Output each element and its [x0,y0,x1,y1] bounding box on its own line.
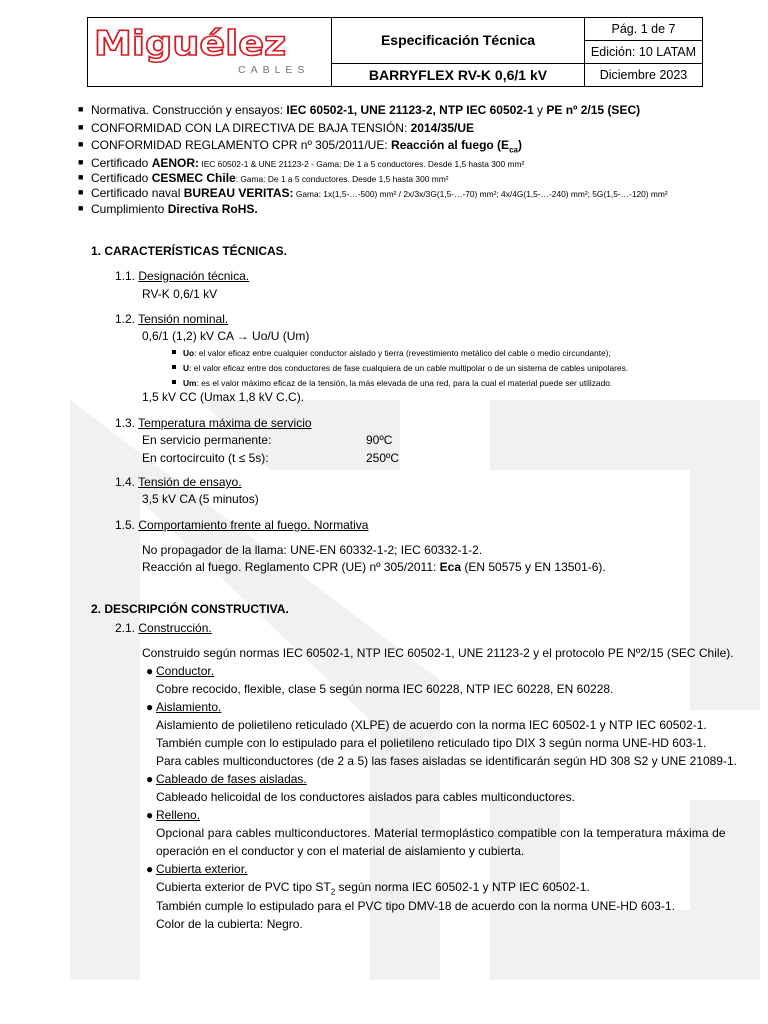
sheath-color: Color de la cubierta: Negro. [156,917,303,931]
dc-voltage: 1,5 kV CC (Umax 1,8 kV C.C). [142,390,305,404]
insulation-text-3: Para cables multiconductores (de 2 a 5) las fases aisladas se identificarán según HD 308 S2 y UNE 21089-1. [156,754,737,768]
filler-text-1: Opcional para cables multiconductores. Material termoplástico compatible con la temperatura máxima de [156,826,726,840]
aenor-certificate-line: Certificado AENOR: IEC 60502-1 & UNE 21123-2 - Gama: De 1 a 5 conductores. Desde 1,5 hasta 300 mm² [91,156,525,170]
subsection-1-3-heading: 1.3. Temperatura máxima de servicio [115,416,312,430]
cpr-conformity-line: CONFORMIDAD REGLAMENTO CPR nº 305/2011/UE: Reacción al fuego $(E_{ca})$ [91,138,522,155]
u-definition: U: el valor eficaz entre dos conductores de fase cualquiera de un cable multipolar o de un sistema de cables unipolares. [183,363,629,373]
document-type: Especificación Técnica [380,32,536,48]
bureau-veritas-certificate-line: Certificado naval BUREAU VERITAS: Gama: 1x(1,5-…-500) mm² / 2x/3x/3G(1,5-…-70) mm²; 4x/4G(1,5-…-240) mm²; 5G(1,5-…-120) mm² [91,186,668,200]
standards-line: Normativa. Construcción y ensayos: IEC 60502-1, UNE 21123-2, NTP IEC 60502-1 y PE nº 2/15 (SEC) [91,103,641,117]
rohs-line: Cumplimiento Directiva RoHS. [91,202,258,216]
product-name: BARRYFLEX RV-K 0,6/1 kV [332,63,584,87]
insulation-heading: Aislamiento. [156,700,222,714]
temp-shortcircuit-label: En cortocircuito (t ≤ 5s): [142,451,269,465]
subsection-1-4-heading: 1.4. Tensión de ensayo. [115,475,242,489]
bullet-icon: ● [146,862,154,876]
technical-designation: RV-K 0,6/1 kV [142,287,218,301]
subsection-1-2-heading: 1.2. Tensión nominal. [115,312,229,326]
logo-wordmark: Miguélez [94,24,287,64]
subsection-1-5-heading: 1.5. Comportamiento frente al fuego. Normativa [115,518,369,532]
edition: Edición: 10 LATAM [585,41,702,64]
insulation-text-2: También cumple con lo estipulado para el polietileno reticulado tipo DIX 3 según norma UNE-HD 603-1. [156,736,707,750]
conductor-heading: Conductor. [156,664,215,678]
bullet-icon: ● [146,664,154,678]
uo-definition: Uo: el valor eficaz entre cualquier conductor aislado y tierra (revestimiento metálico del cable o medio circundante); [183,348,611,358]
cabling-heading: Cableado de fases aisladas. [156,772,307,786]
flame-propagation: No propagador de la llama: UNE-EN 60332-1-2; IEC 60332-1-2. [142,543,483,557]
um-definition: Um: es el valor máximo eficaz de la tensión, la más elevada de una red, para la cual el material puede ser utilizado. [183,378,613,388]
cesmec-certificate-line: Certificado CESMEC Chile: Gama: De 1 a 5 conductores. Desde 1,5 hasta 300 mm² [91,171,449,185]
section-1-heading: 1. CARACTERÍSTICAS TÉCNICAS. [91,244,288,258]
section-2-heading: 2. DESCRIPCIÓN CONSTRUCTIVA. [91,602,289,616]
issue-date: Diciembre 2023 [599,68,688,82]
bullet-icon: ■ [78,139,84,149]
bullet-icon: ■ [78,172,84,182]
bullet-icon [172,380,176,384]
subsection-2-1-heading: 2.1. Construcción. [115,621,212,635]
bullet-icon: ● [146,700,154,714]
bullet-icon: ■ [78,187,84,197]
cabling-text: Cableado helicoidal de los conductores aislados para cables multiconductores. [156,790,575,804]
filler-heading: Relleno. [156,808,201,822]
test-voltage: 3,5 kV CA (5 minutos) [142,492,259,506]
bullet-icon [172,350,176,354]
sheath-text-1: Cubierta exterior de PVC tipo $ST_2$ según norma IEC 60502-1 y NTP IEC 60502-1. [156,880,590,897]
sheath-text-2: También cumple lo estipulado para el PVC tipo DMV-18 de acuerdo con la norma UNE-HD 603-1. [156,899,675,913]
bullet-icon: ■ [78,203,84,213]
bullet-icon: ■ [78,104,84,114]
conductor-text: Cobre recocido, flexible, clase 5 según norma IEC 60228, NTP IEC 60228, EN 60228. [156,682,614,696]
sheath-heading: Cubierta exterior. [156,862,248,876]
document-header [87,17,703,87]
bullet-icon [172,365,176,369]
filler-text-2: operación en el conductor y con el material de aislamiento y cubierta. [156,844,525,858]
temp-permanent-label: En servicio permanente: [142,433,272,447]
bullet-icon: ■ [78,157,84,167]
company-logo [88,18,332,86]
logo-subtitle: CABLES [238,64,310,76]
lvd-conformity-line: CONFORMIDAD CON LA DIRECTIVA DE BAJA TENSIÓN: 2014/35/UE [91,121,475,135]
page-number: Pág. 1 de 7 [585,18,702,41]
insulation-text-1: Aislamiento de polietileno reticulado (XLPE) de acuerdo con la norma IEC 60502-1 y NTP IEC 60502-1. [156,718,707,732]
bullet-icon: ■ [78,122,84,132]
temp-shortcircuit-value: 250ºC [366,451,400,465]
subsection-1-1-heading: 1.1. Designación técnica. [115,269,250,283]
temp-permanent-value: 90ºC [366,433,393,447]
nominal-voltage: 0,6/1 (1,2) kV CA → Uo/U (Um) [142,329,310,343]
construction-intro: Construido según normas IEC 60502-1, NTP IEC 60502-1, UNE 21123-2 y el protocolo PE Nº2/15 (SEC Chile). [142,646,734,660]
fire-reaction: Reacción al fuego. Reglamento CPR (UE) nº 305/2011: Eca (EN 50575 y EN 13501-6). [142,560,606,574]
bullet-icon: ● [146,808,154,822]
bullet-icon: ● [146,772,154,786]
